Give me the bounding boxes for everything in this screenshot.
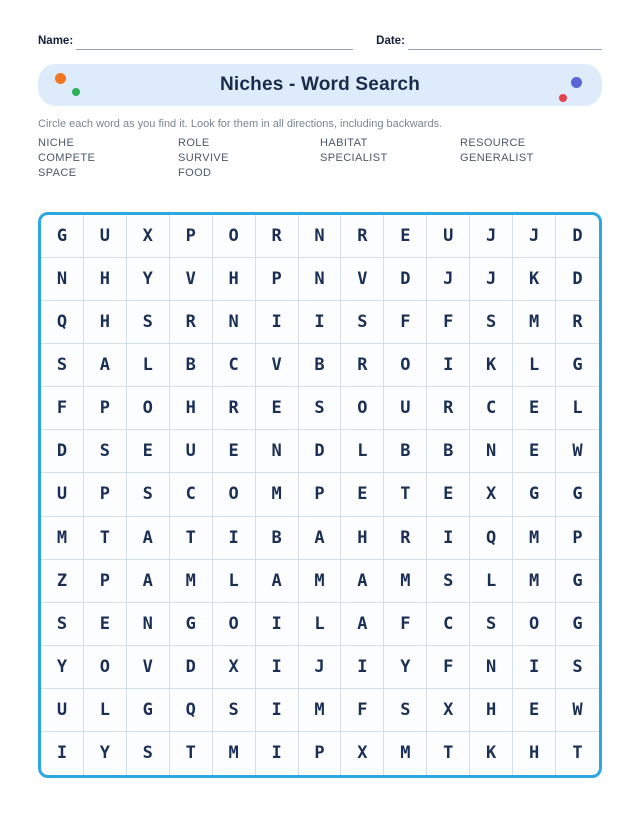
green-dot-icon: [72, 88, 80, 96]
grid-cell-r1-c4[interactable]: P: [170, 215, 213, 258]
title-banner: [38, 64, 602, 106]
grid-cell-r5-c2[interactable]: P: [84, 387, 127, 430]
grid-cell-r1-c9[interactable]: E: [384, 215, 427, 258]
grid-cell-r3-c12[interactable]: M: [513, 301, 556, 344]
grid-cell-r6-c5[interactable]: E: [213, 430, 256, 473]
grid-cell-r7-c3[interactable]: S: [127, 473, 170, 516]
grid-cell-r10-c10[interactable]: C: [427, 603, 470, 646]
grid-cell-r6-c11[interactable]: N: [470, 430, 513, 473]
grid-cell-r11-c10[interactable]: F: [427, 646, 470, 689]
grid-cell-r2-c12[interactable]: K: [513, 258, 556, 301]
grid-cell-r3-c13[interactable]: R: [556, 301, 599, 344]
grid-cell-r12-c9[interactable]: S: [384, 689, 427, 732]
word-item: SPECIALIST: [320, 152, 388, 164]
grid-cell-r8-c1[interactable]: M: [41, 517, 84, 560]
word-search-grid: [38, 212, 602, 778]
grid-cell-r3-c2[interactable]: H: [84, 301, 127, 344]
word-list-column: [460, 136, 602, 181]
grid-cell-r7-c7[interactable]: P: [299, 473, 342, 516]
red-dot-icon: [559, 94, 567, 102]
grid-cell-r6-c2[interactable]: S: [84, 430, 127, 473]
grid-cell-r7-c1[interactable]: U: [41, 473, 84, 516]
grid-cell-r8-c2[interactable]: T: [84, 517, 127, 560]
grid-cell-r6-c6[interactable]: N: [256, 430, 299, 473]
grid-cell-r11-c5[interactable]: X: [213, 646, 256, 689]
orange-dot-icon: [55, 73, 66, 84]
date-input-line[interactable]: [408, 35, 602, 50]
grid-cell-r3-c11[interactable]: S: [470, 301, 513, 344]
grid-cell-r11-c4[interactable]: D: [170, 646, 213, 689]
grid-cell-r4-c8[interactable]: R: [341, 344, 384, 387]
grid-cell-r4-c4[interactable]: B: [170, 344, 213, 387]
word-item: SURVIVE: [178, 152, 229, 164]
grid-cell-r11-c6[interactable]: I: [256, 646, 299, 689]
grid-cell-r3-c3[interactable]: S: [127, 301, 170, 344]
grid-cell-r6-c10[interactable]: B: [427, 430, 470, 473]
grid-cell-r9-c11[interactable]: L: [470, 560, 513, 603]
word-item: HABITAT: [320, 137, 368, 149]
grid-cell-r10-c8[interactable]: A: [341, 603, 384, 646]
grid-cell-r10-c4[interactable]: G: [170, 603, 213, 646]
grid-cell-r9-c7[interactable]: M: [299, 560, 342, 603]
grid-cell-r9-c1[interactable]: Z: [41, 560, 84, 603]
grid-cell-r2-c4[interactable]: V: [170, 258, 213, 301]
grid-cell-r2-c13[interactable]: D: [556, 258, 599, 301]
word-item: COMPETE: [38, 152, 96, 164]
word-list: [38, 136, 602, 181]
grid-cell-r13-c5[interactable]: M: [213, 732, 256, 775]
grid-cell-r7-c4[interactable]: C: [170, 473, 213, 516]
grid-cell-r3-c6[interactable]: I: [256, 301, 299, 344]
grid-cell-r13-c11[interactable]: K: [470, 732, 513, 775]
grid-cell-r1-c11[interactable]: J: [470, 215, 513, 258]
grid-cell-r7-c13[interactable]: G: [556, 473, 599, 516]
grid-cell-r2-c3[interactable]: Y: [127, 258, 170, 301]
grid-cell-r12-c12[interactable]: E: [513, 689, 556, 732]
grid-cell-r7-c6[interactable]: M: [256, 473, 299, 516]
grid-cell-r13-c6[interactable]: I: [256, 732, 299, 775]
grid-cell-r4-c9[interactable]: O: [384, 344, 427, 387]
grid-cell-r9-c4[interactable]: M: [170, 560, 213, 603]
grid-cell-r9-c13[interactable]: G: [556, 560, 599, 603]
grid-cell-r6-c9[interactable]: B: [384, 430, 427, 473]
name-date-row: [38, 33, 602, 50]
word-item: RESOURCE: [460, 137, 526, 149]
grid-cell-r5-c8[interactable]: O: [341, 387, 384, 430]
grid-cell-r9-c12[interactable]: M: [513, 560, 556, 603]
grid-cell-r8-c12[interactable]: M: [513, 517, 556, 560]
grid-cell-r7-c11[interactable]: X: [470, 473, 513, 516]
grid-cell-r11-c3[interactable]: V: [127, 646, 170, 689]
instructions-text: Circle each word as you find it. Look for them in all directions, including backwards.: [38, 118, 443, 130]
grid-cell-r13-c3[interactable]: S: [127, 732, 170, 775]
grid-cell-r3-c1[interactable]: Q: [41, 301, 84, 344]
grid-cell-r10-c5[interactable]: O: [213, 603, 256, 646]
grid-cell-r8-c4[interactable]: T: [170, 517, 213, 560]
grid-cell-r12-c8[interactable]: F: [341, 689, 384, 732]
grid-cell-r11-c8[interactable]: I: [341, 646, 384, 689]
grid-cell-r2-c8[interactable]: V: [341, 258, 384, 301]
grid-cell-r12-c1[interactable]: U: [41, 689, 84, 732]
grid-cell-r4-c10[interactable]: I: [427, 344, 470, 387]
grid-cell-r1-c2[interactable]: U: [84, 215, 127, 258]
grid-cell-r12-c10[interactable]: X: [427, 689, 470, 732]
grid-cell-r4-c1[interactable]: S: [41, 344, 84, 387]
grid-cell-r2-c2[interactable]: H: [84, 258, 127, 301]
grid-cell-r12-c3[interactable]: G: [127, 689, 170, 732]
grid-cell-r6-c12[interactable]: E: [513, 430, 556, 473]
grid-cell-r6-c7[interactable]: D: [299, 430, 342, 473]
grid-cell-r1-c6[interactable]: R: [256, 215, 299, 258]
grid-cell-r12-c2[interactable]: L: [84, 689, 127, 732]
grid-cell-r1-c10[interactable]: U: [427, 215, 470, 258]
grid-cell-r12-c6[interactable]: I: [256, 689, 299, 732]
grid-cell-r13-c4[interactable]: T: [170, 732, 213, 775]
grid-cell-r8-c9[interactable]: R: [384, 517, 427, 560]
grid-cell-r10-c13[interactable]: G: [556, 603, 599, 646]
grid-cell-r11-c1[interactable]: Y: [41, 646, 84, 689]
grid-cell-r5-c5[interactable]: R: [213, 387, 256, 430]
grid-cell-r2-c5[interactable]: H: [213, 258, 256, 301]
grid-cell-r5-c9[interactable]: U: [384, 387, 427, 430]
word-item: NICHE: [38, 137, 75, 149]
grid-cell-r12-c7[interactable]: M: [299, 689, 342, 732]
grid-cell-r12-c5[interactable]: S: [213, 689, 256, 732]
grid-cell-r9-c3[interactable]: A: [127, 560, 170, 603]
grid-cell-r10-c3[interactable]: N: [127, 603, 170, 646]
grid-cell-r12-c11[interactable]: H: [470, 689, 513, 732]
date-label: Date:: [376, 34, 405, 47]
word-list-column: [320, 136, 460, 181]
grid-cell-r7-c5[interactable]: O: [213, 473, 256, 516]
grid-cell-r12-c4[interactable]: Q: [170, 689, 213, 732]
name-input-line[interactable]: [76, 35, 353, 50]
grid-cell-r2-c6[interactable]: P: [256, 258, 299, 301]
grid-cell-r1-c7[interactable]: N: [299, 215, 342, 258]
grid-cell-r9-c6[interactable]: A: [256, 560, 299, 603]
grid-cell-r3-c5[interactable]: N: [213, 301, 256, 344]
grid-cell-r11-c9[interactable]: Y: [384, 646, 427, 689]
grid-cell-r13-c10[interactable]: T: [427, 732, 470, 775]
grid-cell-r1-c8[interactable]: R: [341, 215, 384, 258]
grid-cell-r13-c9[interactable]: M: [384, 732, 427, 775]
grid-cell-r5-c1[interactable]: F: [41, 387, 84, 430]
grid-cell-r6-c3[interactable]: E: [127, 430, 170, 473]
grid-cell-r3-c8[interactable]: S: [341, 301, 384, 344]
grid-cell-r13-c13[interactable]: T: [572, 743, 583, 764]
grid-cell-r9-c9[interactable]: M: [384, 560, 427, 603]
name-label: Name:: [38, 34, 74, 47]
grid-cell-r2-c10[interactable]: J: [427, 258, 470, 301]
grid-cell-r13-c2[interactable]: Y: [84, 732, 127, 775]
grid-cell-r1-c12[interactable]: J: [513, 215, 556, 258]
grid-cell-r4-c7[interactable]: B: [299, 344, 342, 387]
word-item: FOOD: [178, 167, 212, 179]
grid-cell-r2-c1[interactable]: N: [41, 258, 84, 301]
grid-cell-r12-c13[interactable]: W: [556, 689, 599, 732]
grid-cell-r8-c5[interactable]: I: [213, 517, 256, 560]
grid-cell-r5-c11[interactable]: C: [470, 387, 513, 430]
grid-cell-r9-c2[interactable]: P: [84, 560, 127, 603]
grid-cell-r10-c6[interactable]: I: [256, 603, 299, 646]
grid-cell-r7-c2[interactable]: P: [84, 473, 127, 516]
grid-cell-r13-c1[interactable]: I: [41, 732, 84, 775]
grid-cell-r11-c12[interactable]: I: [513, 646, 556, 689]
grid-cell-r4-c3[interactable]: L: [127, 344, 170, 387]
grid-cell-r3-c4[interactable]: R: [170, 301, 213, 344]
grid-cell-r6-c4[interactable]: U: [170, 430, 213, 473]
grid-cell-r3-c7[interactable]: I: [299, 301, 342, 344]
grid-cell-r5-c13[interactable]: L: [556, 387, 599, 430]
grid-cell-r10-c11[interactable]: S: [470, 603, 513, 646]
grid-cell-r1-c5[interactable]: O: [213, 215, 256, 258]
word-item: ROLE: [178, 137, 210, 149]
grid-cell-r10-c1[interactable]: S: [41, 603, 84, 646]
grid-cell-r1-c1[interactable]: G: [41, 215, 84, 258]
grid-cell-r11-c11[interactable]: N: [470, 646, 513, 689]
grid-cell-r2-c7[interactable]: N: [299, 258, 342, 301]
grid-cell-r1-c13[interactable]: D: [556, 215, 599, 258]
grid-cell-r4-c11[interactable]: K: [470, 344, 513, 387]
grid-cell-r11-c13[interactable]: S: [556, 646, 599, 689]
word-item: SPACE: [38, 167, 77, 179]
grid-cell-r7-c10[interactable]: E: [427, 473, 470, 516]
grid-cell-r5-c7[interactable]: S: [299, 387, 342, 430]
grid-cell-r8-c6[interactable]: B: [256, 517, 299, 560]
grid-cell-r2-c9[interactable]: D: [384, 258, 427, 301]
grid-cell-r8-c8[interactable]: H: [341, 517, 384, 560]
grid-cell-r10-c12[interactable]: O: [513, 603, 556, 646]
word-item: GENERALIST: [460, 152, 534, 164]
grid-cell-r9-c5[interactable]: L: [213, 560, 256, 603]
grid-cell-r13-c8[interactable]: X: [341, 732, 384, 775]
grid-cell-r10-c7[interactable]: L: [299, 603, 342, 646]
indigo-dot-icon: [571, 77, 582, 88]
grid-cell-r10-c2[interactable]: E: [84, 603, 127, 646]
grid-cell-r5-c6[interactable]: E: [256, 387, 299, 430]
grid-cell-r5-c3[interactable]: O: [127, 387, 170, 430]
grid-cell-r13-c12[interactable]: H: [513, 732, 556, 775]
grid-cell-r4-c2[interactable]: A: [84, 344, 127, 387]
grid-cell-r4-c5[interactable]: C: [213, 344, 256, 387]
word-list-column: [38, 136, 178, 181]
grid-cell-r5-c10[interactable]: R: [427, 387, 470, 430]
grid-cell-r4-c12[interactable]: L: [513, 344, 556, 387]
grid-cell-r6-c8[interactable]: L: [341, 430, 384, 473]
grid-cell-r6-c1[interactable]: D: [41, 430, 84, 473]
grid-cell-r5-c12[interactable]: E: [513, 387, 556, 430]
word-list-column: [178, 136, 320, 181]
grid-cell-r4-c6[interactable]: V: [256, 344, 299, 387]
grid-cell-r9-c8[interactable]: A: [341, 560, 384, 603]
grid-cell-r8-c3[interactable]: A: [127, 517, 170, 560]
grid-cell-r3-c10[interactable]: F: [427, 301, 470, 344]
grid-cell-r13-c7[interactable]: P: [299, 732, 342, 775]
grid-cell-r10-c9[interactable]: F: [384, 603, 427, 646]
grid-cell-r1-c3[interactable]: X: [127, 215, 170, 258]
grid-cell-r5-c4[interactable]: H: [170, 387, 213, 430]
grid-cell-r8-c7[interactable]: A: [299, 517, 342, 560]
grid-cell-r3-c9[interactable]: F: [384, 301, 427, 344]
grid-cell-r7-c8[interactable]: E: [341, 473, 384, 516]
grid-cell-r2-c11[interactable]: J: [470, 258, 513, 301]
grid-cell-r7-c9[interactable]: T: [384, 473, 427, 516]
grid-cell-r9-c10[interactable]: S: [427, 560, 470, 603]
grid-cell-r8-c11[interactable]: Q: [470, 517, 513, 560]
grid-cell-r11-c2[interactable]: O: [84, 646, 127, 689]
grid-cell-r4-c13[interactable]: G: [556, 344, 599, 387]
grid-cell-r11-c7[interactable]: J: [299, 646, 342, 689]
grid-cell-r8-c13[interactable]: P: [556, 517, 599, 560]
grid-cell-r8-c10[interactable]: I: [427, 517, 470, 560]
grid-cell-r6-c13[interactable]: W: [556, 430, 599, 473]
grid-cell-r7-c12[interactable]: G: [513, 473, 556, 516]
page-title: Niches - Word Search: [219, 74, 421, 95]
